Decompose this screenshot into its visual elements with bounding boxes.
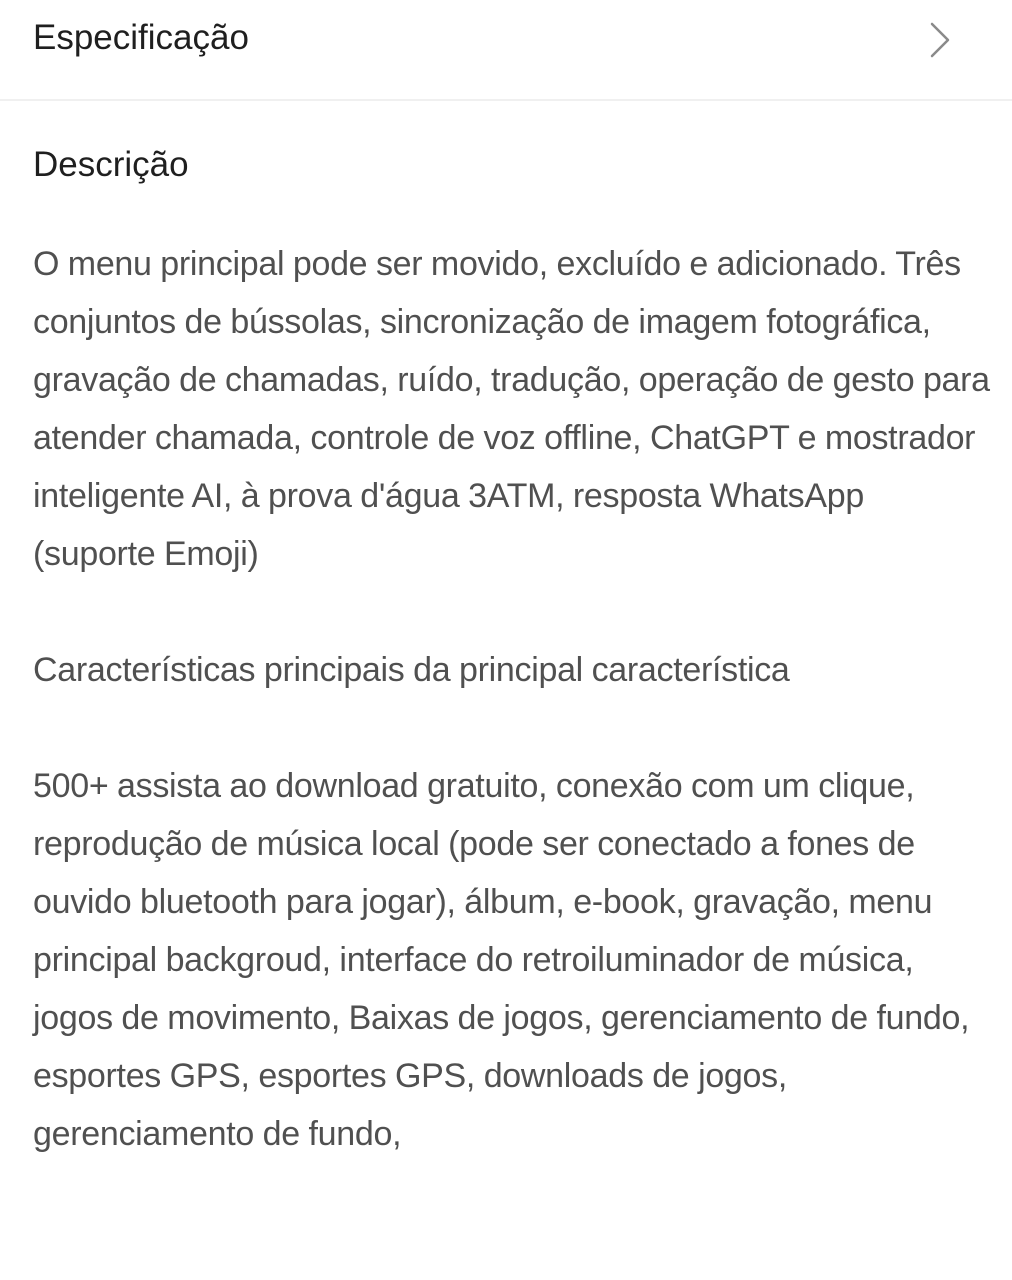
description-body (33, 235, 993, 1163)
paragraph-spacer (33, 699, 993, 757)
description-paragraph: 500+ assista ao download gratuito, conexão com um clique, reprodução de música local (pode ser conectado a fones de ouvido bluetooth para jogar), álbum, e-book, gravação, menu principal backgroud, interface do retroiluminador de música, jogos de movimento, Baixas de jogos, gerenciamento de fundo, esportes GPS, esportes GPS, downloads de jogos, gerenciamento de fundo, (33, 767, 970, 1153)
specification-title: Especificação (33, 18, 249, 57)
description-paragraph: Características principais da principal característica (33, 651, 790, 689)
chevron-right-icon (920, 20, 956, 60)
description-title: Descrição (33, 145, 189, 184)
specification-row[interactable] (0, 0, 1012, 101)
paragraph-spacer (33, 583, 993, 641)
description-paragraph: O menu principal pode ser movido, excluído e adicionado. Três conjuntos de bússolas, sincronização de imagem fotográfica, gravação de chamadas, ruído, tradução, operação de gesto para atender chamada, controle de voz offline, ChatGPT e mostrador inteligente AI, à prova d'água 3ATM, resposta WhatsApp (suporte Emoji) (33, 245, 990, 573)
